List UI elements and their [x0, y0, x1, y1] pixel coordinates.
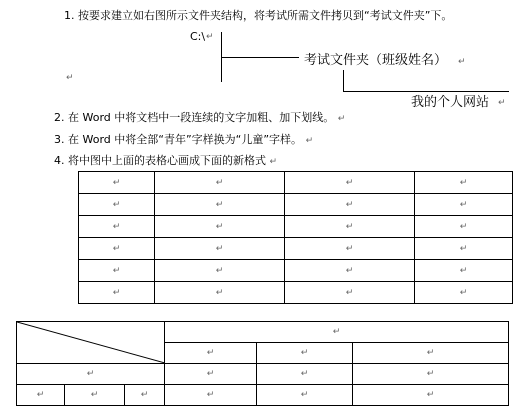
item-2-number: 2. [54, 111, 65, 124]
table-cell: ↵ [165, 343, 257, 364]
original-table [78, 171, 513, 304]
table-cell: ↵ [415, 172, 513, 194]
table-cell: ↵ [17, 364, 165, 385]
paragraph-mark: ↵ [66, 73, 74, 83]
table-row [79, 172, 513, 194]
item-3 [54, 133, 313, 147]
table-cell: ↵ [65, 385, 125, 406]
table-cell: ↵ [257, 343, 353, 364]
table-cell: ↵ [125, 385, 165, 406]
table-cell: ↵ [285, 194, 415, 216]
table-row [79, 260, 513, 282]
tree-branch-line [221, 57, 299, 58]
table-cell: ↵ [79, 238, 155, 260]
subtree-vertical-line [343, 70, 344, 92]
table-cell: ↵ [17, 385, 65, 406]
paragraph-mark: ↵ [305, 136, 314, 146]
paragraph-mark: ↵ [458, 57, 466, 67]
table-cell: ↵ [155, 238, 285, 260]
table-cell: ↵ [155, 260, 285, 282]
paragraph-mark: ↵ [269, 157, 278, 167]
diagonal-header-cell [17, 322, 165, 364]
table-row [79, 282, 513, 304]
item-4-number: 4. [54, 154, 65, 167]
table-cell: ↵ [285, 238, 415, 260]
table-cell: ↵ [285, 216, 415, 238]
folder-root-label: C:\ [190, 30, 206, 43]
table-cell: ↵ [155, 282, 285, 304]
new-format-table [16, 321, 509, 406]
table-cell: ↵ [165, 385, 257, 406]
item-1 [64, 9, 452, 23]
item-1-number: 1. [64, 9, 75, 22]
item-1-text: 按要求建立如右图所示文件夹结构，将考试所需文件拷贝到“考试文件夹”下。 [78, 9, 453, 22]
table-cell: ↵ [79, 194, 155, 216]
table-cell: ↵ [353, 343, 509, 364]
paragraph-mark: ↵ [206, 32, 214, 42]
table-row [79, 238, 513, 260]
table-cell: ↵ [79, 282, 155, 304]
table-cell: ↵ [285, 172, 415, 194]
table-cell: ↵ [415, 216, 513, 238]
table-cell: ↵ [155, 172, 285, 194]
diagonal-line [17, 322, 165, 363]
table-cell: ↵ [257, 385, 353, 406]
item-2 [54, 111, 345, 125]
item-3-text: 在 Word 中将全部“青年”字样换为“儿童”字样。 [68, 133, 303, 146]
table-cell: ↵ [285, 282, 415, 304]
table-row [17, 385, 509, 406]
table-cell: ↵ [353, 385, 509, 406]
table-cell: ↵ [415, 194, 513, 216]
table-cell: ↵ [79, 260, 155, 282]
table-cell: ↵ [165, 364, 257, 385]
table-cell: ↵ [285, 260, 415, 282]
table-row [17, 364, 509, 385]
table-cell: ↵ [415, 238, 513, 260]
item-4 [54, 154, 277, 168]
item-4-text: 将中图中上面的表格心画成下面的新格式 [68, 154, 266, 167]
table-cell: ↵ [155, 216, 285, 238]
folder-label: 考试文件夹（班级姓名） [304, 53, 448, 68]
table-cell: ↵ [415, 260, 513, 282]
table-cell: ↵ [79, 172, 155, 194]
table-cell: ↵ [415, 282, 513, 304]
subfolder-label: 我的个人网站 [411, 95, 490, 110]
table-cell: ↵ [79, 216, 155, 238]
table-row [79, 216, 513, 238]
table-cell: ↵ [155, 194, 285, 216]
table-row [17, 322, 509, 343]
item-2-text: 在 Word 中将文档中一段连续的文字加粗、加下划线。 [68, 111, 335, 124]
table-cell: ↵ [353, 364, 509, 385]
table-cell: ↵ [165, 322, 509, 343]
paragraph-mark: ↵ [337, 114, 346, 124]
paragraph-mark: ↵ [498, 98, 506, 108]
table-row [79, 194, 513, 216]
subtree-branch-line [343, 91, 509, 92]
item-3-number: 3. [54, 133, 65, 146]
table-cell: ↵ [257, 364, 353, 385]
